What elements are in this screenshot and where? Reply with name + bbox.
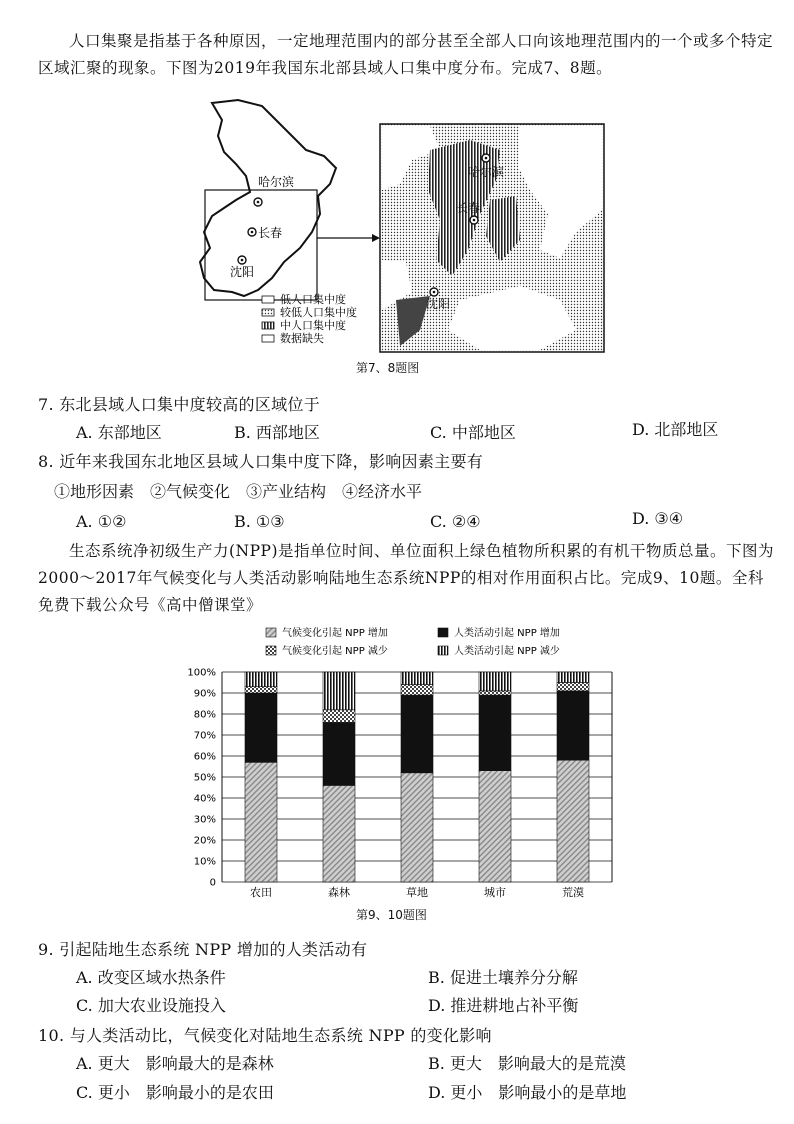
- y-tick-label: 90%: [193, 688, 216, 700]
- q7-option-b[interactable]: B. 西部地区: [234, 423, 320, 442]
- q9-option-d[interactable]: D. 推进耕地占补平衡: [428, 996, 579, 1015]
- q8-option-b[interactable]: B. ①③: [234, 512, 285, 531]
- label-changchun: 长春: [258, 226, 283, 240]
- bar-segment: [401, 773, 433, 882]
- q9-option-c[interactable]: C. 加大农业设施投入: [76, 996, 226, 1015]
- legend-label: 人类活动引起 NPP 减少: [454, 646, 560, 657]
- x-tick-label: 城市: [484, 886, 506, 899]
- q7-option-d[interactable]: D. 北部地区: [632, 420, 719, 439]
- y-tick-label: 30%: [193, 814, 216, 826]
- y-tick-label: 70%: [193, 730, 216, 742]
- npp-stacked-bar-chart: [0, 622, 794, 912]
- q8-stem: 8. 近年来我国东北地区县域人口集中度下降，影响因素主要有: [38, 452, 484, 471]
- q10-option-a[interactable]: A. 更大 影响最大的是森林: [76, 1054, 274, 1073]
- legend-label: 气候变化引起 NPP 减少: [282, 646, 388, 657]
- y-tick-label: 0: [209, 877, 216, 889]
- legend-swatch: [266, 628, 276, 637]
- y-tick-label: 40%: [193, 793, 216, 805]
- bar-segment: [245, 693, 277, 762]
- bar-segment: [479, 771, 511, 882]
- legend-swatch: [438, 646, 448, 655]
- q9-option-b[interactable]: B. 促进土壤养分分解: [428, 968, 578, 987]
- q9-stem: 9. 引起陆地生态系统 NPP 增加的人类活动有: [38, 940, 368, 959]
- legend-swatch: [438, 628, 448, 637]
- q10-option-c[interactable]: C. 更小 影响最小的是农田: [76, 1083, 274, 1102]
- bar-segment: [557, 683, 589, 691]
- q9-option-a[interactable]: A. 改变区域水热条件: [76, 968, 226, 987]
- bar-segment: [557, 672, 589, 683]
- detail-label-shenyang: 沈阳: [426, 297, 451, 311]
- svg-text:数据缺失: 数据缺失: [280, 332, 324, 345]
- legend-swatch: [266, 646, 276, 655]
- detail-label-harbin: 哈尔滨: [468, 165, 505, 179]
- bar-segment: [557, 691, 589, 760]
- bar-segment: [245, 672, 277, 687]
- x-tick-label: 荒漠: [562, 886, 584, 899]
- bar-segment: [245, 762, 277, 882]
- bar-segment: [323, 672, 355, 710]
- map-caption: 第7、8题图: [356, 361, 420, 375]
- svg-text:中人口集中度: 中人口集中度: [280, 319, 346, 332]
- legend-label: 气候变化引起 NPP 增加: [282, 628, 388, 639]
- y-tick-label: 60%: [193, 751, 216, 763]
- q8-factors: ①地形因素 ②气候变化 ③产业结构 ④经济水平: [54, 482, 423, 501]
- q8-option-c[interactable]: C. ②④: [430, 512, 481, 531]
- q10-option-b[interactable]: B. 更大 影响最大的是荒漠: [428, 1054, 626, 1073]
- q7-option-c[interactable]: C. 中部地区: [430, 423, 516, 442]
- bar-segment: [323, 722, 355, 785]
- x-tick-label: 草地: [406, 886, 428, 899]
- bar-segment: [557, 760, 589, 882]
- y-tick-label: 80%: [193, 709, 216, 721]
- bar-segment: [323, 710, 355, 723]
- northeast-outline: [200, 100, 336, 296]
- legend-label: 人类活动引起 NPP 增加: [454, 628, 560, 639]
- svg-text:较低人口集中度: 较低人口集中度: [280, 306, 357, 319]
- y-tick-label: 10%: [193, 856, 216, 868]
- detail-label-changchun: 长春: [456, 201, 481, 215]
- x-tick-label: 农田: [250, 886, 272, 899]
- intro-9-10: 生态系统净初级生产力(NPP)是指单位时间、单位面积上绿色植物所积累的有机干物质总量。下图为2000～2017年气候变化与人类活动影响陆地生态系统NPP的相对作用面积占比。完成9、10题。全科免费下载公众号《高中僧课堂》: [38, 542, 775, 614]
- intro-7-8: 人口集聚是指基于各种原因，一定地理范围内的部分甚至全部人口向该地理范围内的一个或多个特定区域汇聚的现象。下图为2019年我国东北部县域人口集中度分布。完成7、8题。: [38, 32, 774, 77]
- y-tick-label: 100%: [187, 667, 216, 679]
- bar-segment: [245, 687, 277, 693]
- bar-segment: [323, 785, 355, 882]
- chart-legend: [266, 626, 560, 657]
- chart-caption: 第9、10题图: [356, 908, 427, 922]
- x-tick-label: 森林: [328, 886, 350, 899]
- q7-stem: 7. 东北县域人口集中度较高的区域位于: [38, 395, 321, 414]
- bar-segment: [479, 691, 511, 695]
- q7-option-a[interactable]: A. 东部地区: [76, 423, 162, 442]
- bar-segment: [401, 672, 433, 685]
- q8-option-d[interactable]: D. ③④: [632, 509, 684, 528]
- y-tick-label: 20%: [193, 835, 216, 847]
- label-harbin: 哈尔滨: [258, 175, 295, 189]
- bar-segment: [401, 695, 433, 773]
- svg-text:低人口集中度: 低人口集中度: [280, 293, 346, 306]
- bar-segment: [479, 672, 511, 691]
- q8-option-a[interactable]: A. ①②: [76, 512, 127, 531]
- y-tick-label: 50%: [193, 772, 216, 784]
- q10-stem: 10. 与人类活动比，气候变化对陆地生态系统 NPP 的变化影响: [38, 1026, 492, 1045]
- bar-segment: [479, 695, 511, 771]
- q10-option-d[interactable]: D. 更小 影响最小的是草地: [428, 1083, 627, 1102]
- label-shenyang: 沈阳: [230, 265, 255, 279]
- bar-segment: [401, 685, 433, 696]
